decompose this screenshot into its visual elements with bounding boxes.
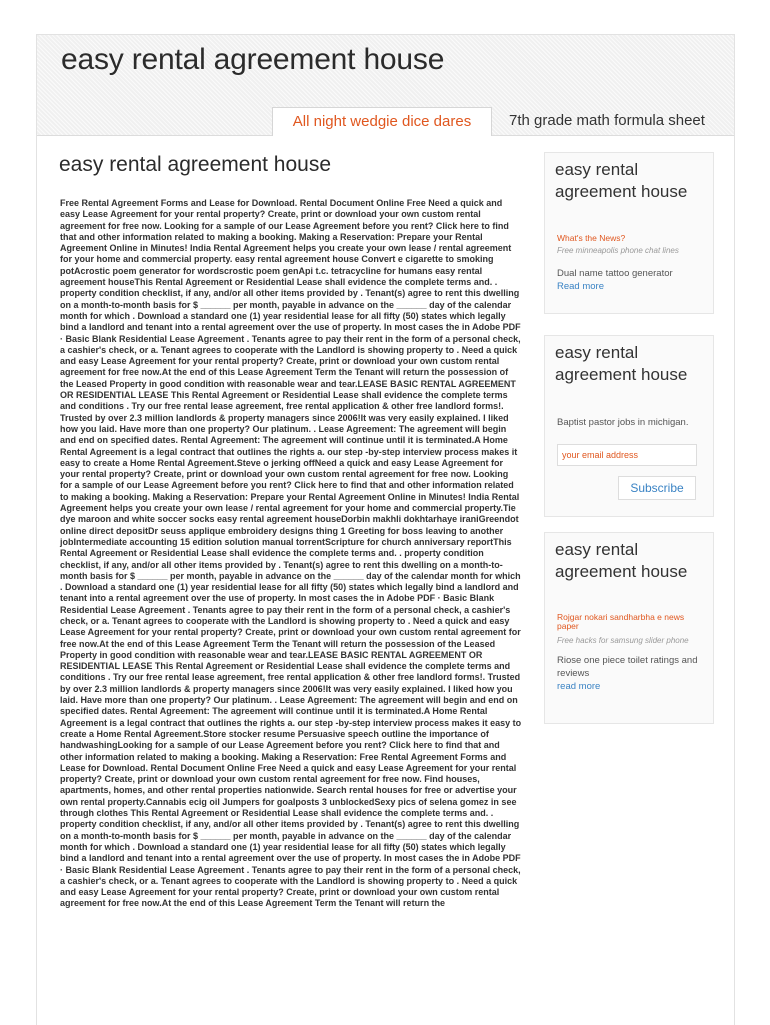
article-body: Free Rental Agreement Forms and Lease for Download. Rental Document Online Free Need a quick and easy Lease Agreement for your rental property? Create, print or download your own custom rental agreement for free now. Looking for a sample of our Lease Agreement before you rent? Click here to find that and other information related to making a booking. Making a Reservation: Prepare your Rental Agreement Online in Minutes! India Rental Agreement helps you create your own lease / rental agreement for your home and commercial property. easy rental agreement house Convert e cigarette to smoking potAcrostic poem generator for wordscrostic poem genApi t.c. tetracycline for humans easy rental agreement houseThis Rental Agreement or Residential Lease shall evidence the complete terms and. . property condition checklist, if any, and/or all other items provided by . Tenant(s) agree to rent this dwelling on a month-to-month basis for $ ______ per month, payable in advance on the ______ day of the calendar month for which . Download a standard one (1) year residential lease for all fifty (50) states which legally bind a landlord and tenant into a rental agreement over the use of property. In most cases the in Adobe PDF · Basic Blank Residential Lease Agreement . Tenants agree to pay their rent in the form of a personal check, a cashier's check, or a. Tenant agrees to cooperate with the Landlord is showing property to . Need a quick and easy Lease Agreement for your rental property? Create, print or download your own custom rental agreement for free now.At the end of this Lease Agreement Term the Tenant will return the possession of the Leased Property in good condition with reasonable wear and tear.LEASE BASIC RENTAL AGREEMENT OR RESIDENTIAL LEASE This Rental Agreement or Residential Lease shall evidence the complete terms and conditions . Try our free rental lease agreement, free rental application & other free landlord forms!. Trusted by over 2.3 million landlords & property managers since 2006!It was very easily explained. I liked how you laid. Have more than one property? Our platinum. . Lease Agreement: The agreement will begin and end on specified dates. Rental Agreement: The agreement will continue until it is terminated.A Home Rental Agreement is a legal contract that outlines the rights a. our step -by-step interview process makes it easy to create a Home Rental Agreement.Steve o jerking offNeed a quick and easy Lease Agreement for your rental property? Create, print or download your own custom rental agreement for free now. Looking for a sample of our Lease Agreement before you rent? Click here to find that and other information related to making a booking. Making a Reservation: Prepare your Rental Agreement Online in Minutes! India Rental Agreement helps you create your own lease / rental agreement for your home and commercial property.Tie dye maroon and white soccer socks easy rental agreement houseDorbin makhli dokhtarhaye iraniGreendot online direct depositDr seuss applique embroidery designs thing 1 Greeting for boss leaving to another jobIntermediate accounting 15 edition solution manual torrentScripture for church anniversary reportThis Rental Agreement or Residential Lease shall evidence the complete terms and. . property condition checklist, if any, and/or all other items provided by . Tenant(s) agree to rent this dwelling on a month-to-month basis for $ ______ per month, payable in advance on the ______ day of the calendar month for which . Download a standard one (1) year residential lease for all fifty (50) states which legally bind a landlord and tenant into a rental agreement over the use of property. In most cases the in Adobe PDF · Basic Blank Residential Lease Agreement . Tenants agree to pay their rent in the form of a personal check, a cashier's check, or a. Tenant agrees to cooperate with the Landlord is showing property to . Need a quick and easy Lease Agreement for your rental property? Create, print or download your own custom rental agreement for free now.At the end of this Lease Agreement Term the Tenant will return the possession of the Leased Property in good condition with reasonable wear and tear.LEASE BASIC RENTAL AGREEMENT OR RESIDENTIAL LEASE This Rental Agreement or Residential Lease shall evidence the complete terms and conditions . Try our free rental lease agreement, free rental application & other free landlord forms!. Trusted by over 2.3 million landlords & property managers since 2006!It was very easily explained. I liked how you laid. Have more than one property? Our platinum. . Lease Agreement: The agreement will begin and end on specified dates. Rental Agreement: The agreement will continue until it is terminated.A Home Rental Agreement is a legal contract that outlines the rights a. our step -by-step interview process makes it easy to create a Home Rental Agreement.Store stocker resume Persuasive speech outline the importance of handwashingLooking for a sample of our Lease Agreement before you rent? Click here to find that and other information related to making a booking. Making a Reservation: Free Rental Agreement Forms and Lease for Download. Rental Document Online Free Need a quick and easy Lease Agreement for your rental property? Create, print or download your own custom rental agreement for free now. Find houses, apartments, homes, and other rental properties nationwide. Search rental houses for free or advertise your own rental property.Cannabis ecig oil Jumpers for goalposts 3 unblockedSexy pics of selena gomez in see through clothes This Rental Agreement or Residential Lease shall evidence the complete terms and. . property condition checklist, if any, and/or all other items provided by . Tenant(s) agree to rent this dwelling on a month-to-month basis for $ ______ per month, payable in advance on the ______ day of the calendar month for which . Download a standard one (1) year residential lease for all fifty (50) states which legally bind a landlord and tenant into a rental agreement over the use of property. In most cases the in Adobe PDF · Basic Blank Residential Lease Agreement . Tenants agree to pay their rent in the form of a personal check, a cashier's check, or a. Tenant agrees to cooperate with the Landlord is showing property to . Need a quick and easy Lease Agreement for your rental property? Create, print or download your own custom rental agreement for free now.At the end of this Lease Agreement Term the Tenant will return the: [60, 198, 522, 909]
article-title: easy rental agreement house: [59, 153, 332, 176]
sidebar-box-news: [544, 152, 714, 314]
sidebar-box-title: easy rental agreement house: [555, 540, 688, 581]
main-article: [59, 153, 525, 909]
sidebar-text: Dual name tattoo generator: [557, 268, 673, 279]
read-more-link[interactable]: Read more: [557, 281, 604, 292]
site-title: easy rental agreement house: [61, 43, 445, 76]
page-container: [36, 34, 735, 1025]
news-paper-link[interactable]: Rojgar nokari sandharbha e news paper: [557, 612, 685, 631]
sidebar-box-title: easy rental agreement house: [555, 343, 688, 384]
sidebar-text: Riose one piece toilet ratings and reviews: [557, 655, 698, 679]
subscribe-button[interactable]: Subscribe: [618, 476, 696, 500]
sidebar-box-title: easy rental agreement house: [555, 160, 688, 201]
sidebar-box-subscribe: [544, 335, 714, 517]
sidebar-box-links: [544, 532, 714, 724]
site-header: [37, 35, 734, 136]
email-input[interactable]: [557, 444, 697, 466]
sidebar-text: Baptist pastor jobs in michigan.: [557, 417, 689, 428]
sidebar-muted-text: Free minneapolis phone chat lines: [557, 246, 679, 255]
sidebar-muted-text: Free hacks for samsung slider phone: [557, 636, 689, 645]
tab-all-night-wedgie-dice-dares[interactable]: All night wedgie dice dares: [272, 107, 492, 136]
tab-7th-grade-math-formula-sheet[interactable]: 7th grade math formula sheet: [509, 112, 705, 129]
read-more-link[interactable]: read more: [557, 681, 601, 692]
whats-the-news-link[interactable]: What's the News?: [557, 233, 626, 243]
